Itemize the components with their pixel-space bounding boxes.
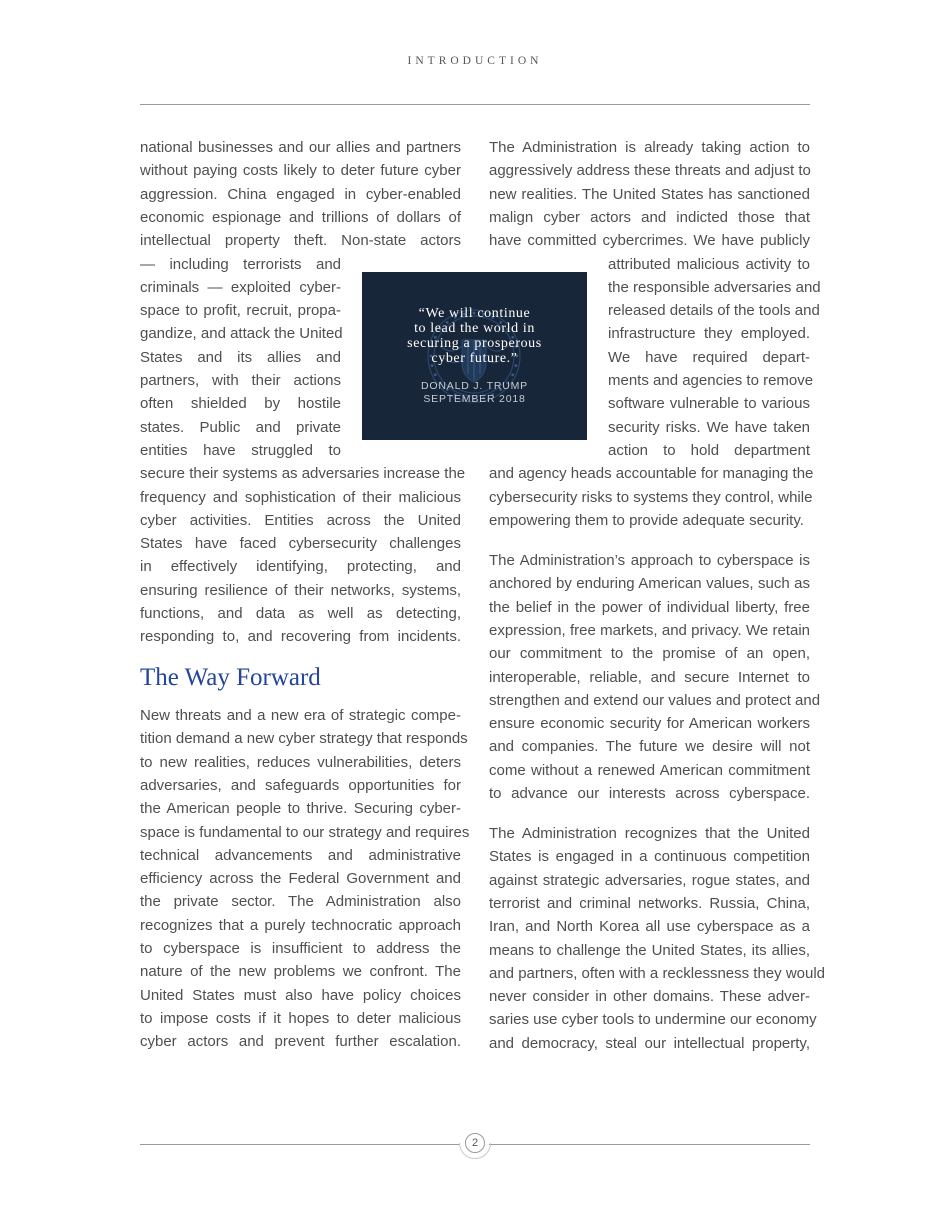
text-line: malign cyber actors and indicted those that bbox=[489, 208, 810, 226]
quote-line: cyber future.” bbox=[431, 351, 518, 366]
text-line: efficiency across the Federal Government and bbox=[140, 870, 461, 888]
footer-divider-left bbox=[140, 1144, 460, 1145]
text-line: new realities. The United States has sanctioned bbox=[489, 185, 810, 203]
text-line: attributed malicious activity to bbox=[608, 255, 810, 273]
seal-star bbox=[434, 373, 437, 376]
quote-date: SEPTEMBER 2018 bbox=[423, 393, 526, 405]
footer-divider-right bbox=[489, 1144, 810, 1145]
text-line: nature of the new problems we confront. The bbox=[140, 963, 461, 981]
text-line: security risks. We have taken bbox=[608, 418, 810, 436]
text-line: have committed cybercrimes. We have publicly bbox=[489, 232, 810, 250]
text-line: space is fundamental to our strategy and requires bbox=[140, 823, 470, 841]
text-line: space to profit, recruit, propa- bbox=[140, 302, 341, 320]
text-line: cybersecurity risks to systems they control, while bbox=[489, 488, 813, 506]
text-line: cyber activities. Entities across the United bbox=[140, 511, 461, 529]
text-line: expression, free markets, and privacy. We retain bbox=[489, 621, 810, 639]
text-line: ments and agencies to remove bbox=[608, 372, 814, 389]
running-header: INTRODUCTION bbox=[407, 55, 543, 67]
text-line: to new realities, reduces vulnerabilities, deters bbox=[140, 753, 461, 771]
text-line: interoperable, reliable, and secure Internet to bbox=[489, 668, 810, 686]
text-line: to impose costs if it hopes to deter malicious bbox=[140, 1009, 461, 1027]
text-line: and agency heads accountable for managing the bbox=[489, 465, 814, 483]
text-line: action to hold department bbox=[608, 441, 810, 459]
text-line: without paying costs likely to deter future cyber bbox=[140, 162, 461, 180]
quote-line: “We will continue bbox=[418, 306, 531, 321]
text-line: — including terrorists and bbox=[140, 255, 341, 273]
page-number: 2 bbox=[465, 1133, 485, 1153]
text-line: partners, with their actions bbox=[140, 372, 341, 389]
section-heading: The Way Forward bbox=[140, 664, 321, 691]
text-line: economic espionage and trillions of dollars of bbox=[140, 208, 461, 226]
text-line: United States must also have policy choices bbox=[140, 986, 461, 1004]
text-line: and democracy, steal our intellectual property, bbox=[489, 1034, 810, 1052]
text-line: infrastructure they employed. bbox=[608, 325, 810, 343]
text-line: Iran, and North Korea all use cyberspace as a bbox=[489, 918, 810, 936]
text-line: responding to, and recovering from incidents. bbox=[140, 628, 461, 646]
text-line: States and its allies and bbox=[140, 348, 341, 366]
text-line: often shielded by hostile bbox=[140, 395, 341, 413]
text-line: our commitment to the promise of an open, bbox=[489, 645, 810, 663]
text-line: gandize, and attack the United bbox=[140, 325, 343, 343]
seal-star bbox=[511, 373, 514, 376]
text-line: aggressively address these threats and adjust to bbox=[489, 162, 811, 180]
text-line: tition demand a new cyber strategy that responds bbox=[140, 730, 468, 748]
text-line: criminals — exploited cyber- bbox=[140, 278, 341, 296]
text-line: to cyberspace is insufficient to address the bbox=[140, 940, 461, 957]
text-line: means to challenge the United States, its allies, bbox=[489, 941, 810, 959]
text-line: software vulnerable to various bbox=[608, 395, 810, 413]
text-line: and companies. The future we desire will not bbox=[489, 738, 810, 756]
text-line: States have faced cybersecurity challenges bbox=[140, 535, 461, 553]
text-line: to advance our interests across cyberspace. bbox=[489, 785, 810, 802]
text-line: New threats and a new era of strategic compe- bbox=[140, 707, 461, 724]
quote-line: to lead the world in bbox=[414, 321, 535, 336]
text-line: and partners, often with a recklessness they would bbox=[489, 964, 826, 982]
text-line: ensuring resilience of their networks, systems, bbox=[140, 581, 461, 599]
quote-author: DONALD J. TRUMP bbox=[421, 380, 528, 392]
quote-text bbox=[362, 306, 587, 366]
text-line: We have required depart- bbox=[608, 348, 810, 366]
text-line: strengthen and extend our values and protect and bbox=[489, 691, 821, 709]
quote-line: securing a prosperous bbox=[407, 336, 542, 351]
text-line: the belief in the power of individual liberty, free bbox=[489, 598, 810, 616]
text-line: states. Public and private bbox=[140, 418, 341, 436]
text-line: aggression. China engaged in cyber-enabled bbox=[140, 185, 461, 203]
text-line: frequency and sophistication of their malicious bbox=[140, 488, 461, 506]
header-divider bbox=[140, 104, 810, 105]
text-line: come without a renewed American commitment bbox=[489, 761, 810, 779]
text-line: the American people to thrive. Securing cyber- bbox=[140, 800, 461, 818]
text-line: the private sector. The Administration also bbox=[140, 893, 461, 911]
pull-quote-box bbox=[362, 272, 587, 440]
text-line: States is engaged in a continuous competition bbox=[489, 848, 810, 866]
text-line: adversaries, and safeguards opportunities for bbox=[140, 776, 461, 794]
text-line: secure their systems as adversaries increase the bbox=[140, 465, 466, 483]
text-line: national businesses and our allies and partners bbox=[140, 139, 461, 156]
text-line: The Administration is already taking action to bbox=[489, 139, 810, 156]
text-line: recognizes that a purely technocratic approach bbox=[140, 916, 461, 934]
text-line: anchored by enduring American values, such as bbox=[489, 575, 810, 593]
text-line: empowering them to provide adequate security. bbox=[489, 511, 804, 529]
text-line: The Administration recognizes that the United bbox=[489, 825, 810, 842]
text-line: The Administration’s approach to cyberspace is bbox=[489, 552, 810, 569]
text-line: saries use cyber tools to undermine our economy bbox=[489, 1011, 817, 1029]
text-line: against strategic adversaries, rogue states, and bbox=[489, 871, 810, 889]
text-line: cyber actors and prevent further escalation. bbox=[140, 1033, 461, 1051]
text-line: ensure economic security for American workers bbox=[489, 715, 810, 733]
text-line: technical advancements and administrative bbox=[140, 846, 461, 864]
text-line: the responsible adversaries and bbox=[608, 278, 821, 296]
text-line: in effectively identifying, protecting, and bbox=[140, 558, 461, 576]
text-line: functions, and data as well as detecting, bbox=[140, 605, 461, 622]
text-line: intellectual property theft. Non-state actors bbox=[140, 232, 461, 250]
text-line: never consider in other domains. These adver- bbox=[489, 988, 810, 1006]
text-line: entities have struggled to bbox=[140, 441, 341, 459]
text-line: terrorist and criminal networks. Russia, China, bbox=[489, 894, 810, 912]
text-line: released details of the tools and bbox=[608, 302, 820, 320]
